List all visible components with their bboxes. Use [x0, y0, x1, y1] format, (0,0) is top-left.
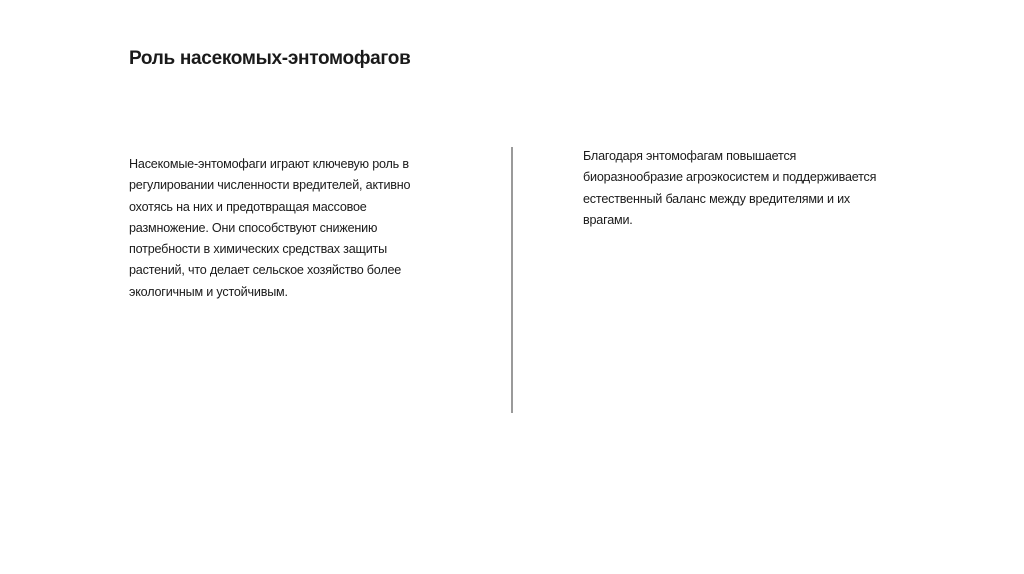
- text-line: врагами.: [583, 212, 633, 227]
- right-text-block: [583, 146, 876, 231]
- text-line: охотясь на них и предотвращая массовое: [129, 199, 367, 214]
- text-line: естественный баланс между вредителями и их: [583, 191, 851, 206]
- text-line: Насекомые-энтомофаги играют ключевую роль в: [129, 157, 409, 171]
- text-line: потребности в химических средствах защиты: [129, 242, 387, 257]
- text-line: биоразнообразие агроэкосистем и поддерживается: [583, 170, 877, 185]
- text-line: регулировании численности вредителей, активно: [129, 178, 411, 193]
- slide-title: Роль насекомых-энтомофагов: [129, 48, 411, 69]
- text-line: Благодаря энтомофагам повышается: [583, 149, 797, 163]
- left-text-block: [129, 154, 410, 303]
- text-line: экологичным и устойчивым.: [129, 284, 288, 299]
- text-line: растений, что делает сельское хозяйство более: [129, 263, 402, 278]
- column-divider: [511, 147, 513, 413]
- text-line: размножение. Они способствуют снижению: [129, 220, 378, 235]
